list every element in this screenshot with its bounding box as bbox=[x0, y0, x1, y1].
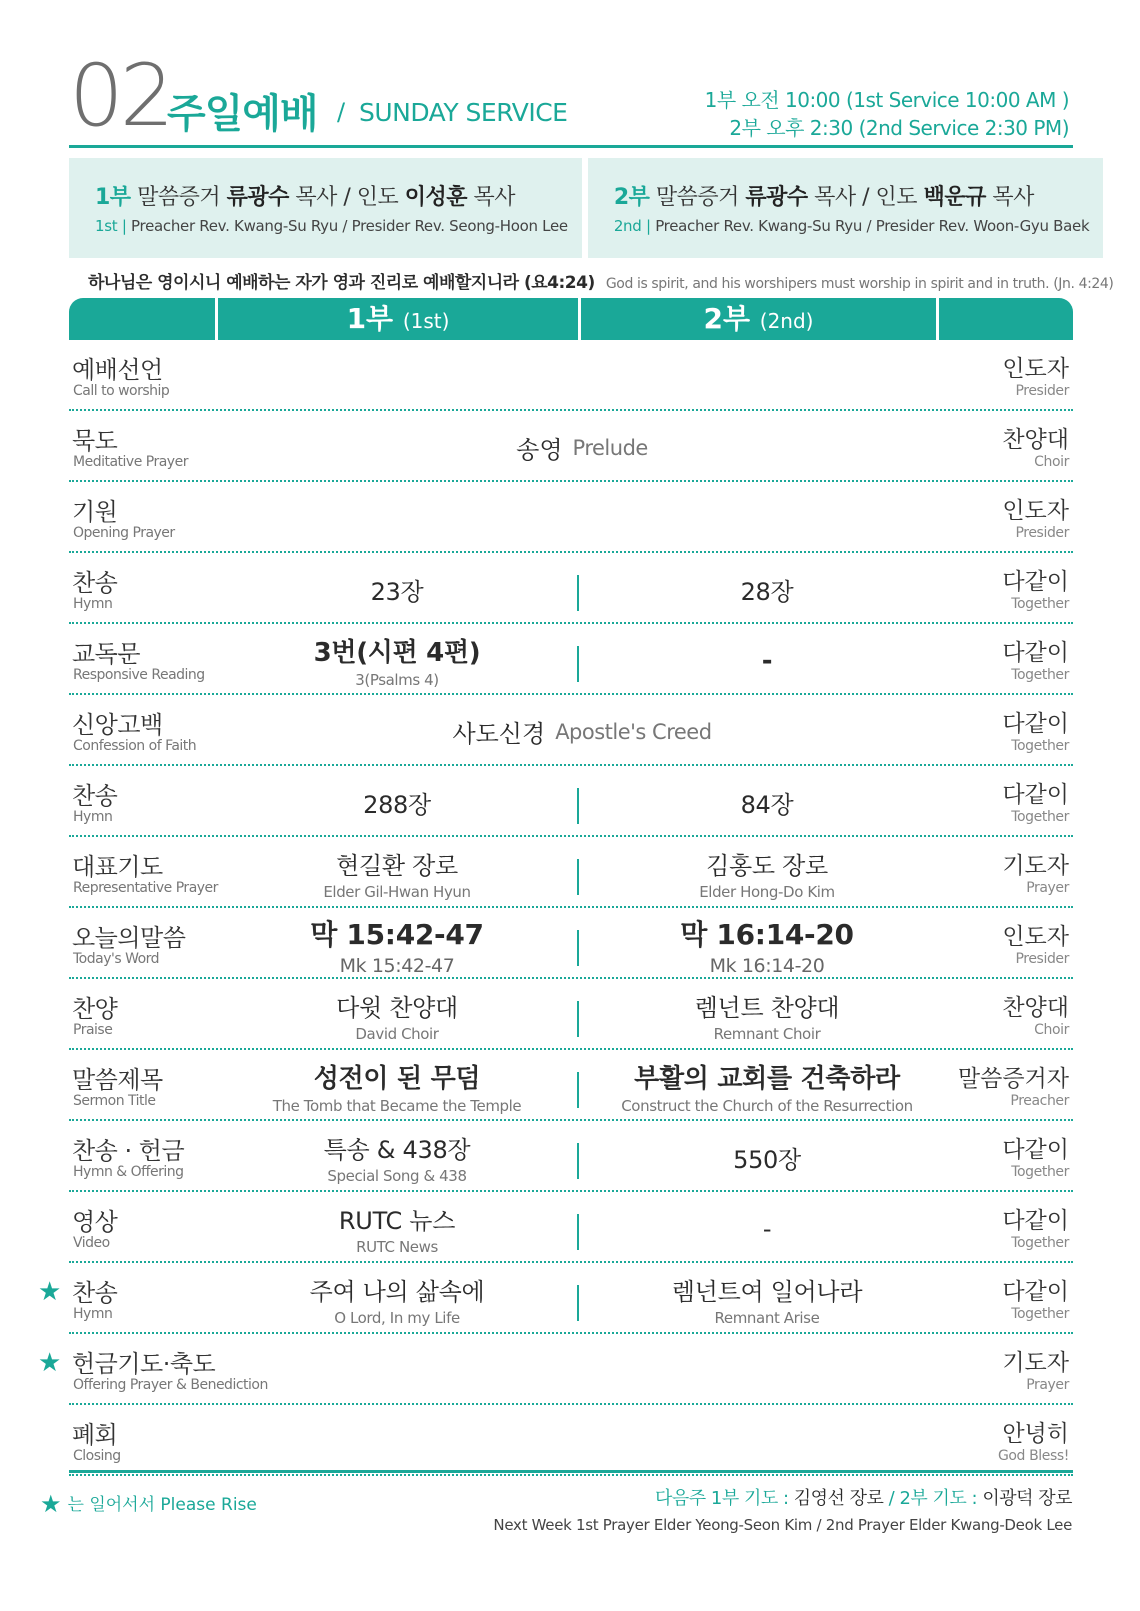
role-en: Together bbox=[1011, 1306, 1069, 1322]
role-ko: 인도자 bbox=[1002, 924, 1069, 950]
order-row bbox=[69, 908, 1073, 979]
role-ko: 다같이 bbox=[1002, 640, 1069, 666]
item-name-en: Call to worship bbox=[73, 383, 170, 399]
first-service-cell: 다윗 찬양대 David Choir bbox=[336, 994, 458, 1043]
second-service-cell: 렘넌트 찬양대 Remnant Choir bbox=[694, 994, 840, 1043]
order-row bbox=[69, 695, 1073, 766]
first-service-cell: 특송 & 438장 Special Song & 438 bbox=[323, 1136, 471, 1185]
role-en: Together bbox=[1011, 809, 1069, 825]
item-name-en: Confession of Faith bbox=[73, 738, 197, 754]
role-ko: 다같이 bbox=[1002, 569, 1069, 595]
title-slash: / bbox=[337, 98, 346, 126]
verse-korean: 하나님은 영이시니 예배하는 자가 영과 진리로 예배할지니라 (요4:24) bbox=[88, 273, 595, 293]
role-en: Choir bbox=[1034, 454, 1069, 470]
item-name-en: Opening Prayer bbox=[73, 525, 175, 541]
presider-title: 목사 bbox=[992, 185, 1034, 210]
item-name-en: Video bbox=[73, 1235, 110, 1251]
item-name-ko: 폐회 bbox=[72, 1421, 118, 1449]
service-times bbox=[705, 86, 1069, 142]
item-name-en: Hymn bbox=[73, 596, 113, 612]
star-icon: ★ bbox=[38, 1277, 62, 1307]
column-separator bbox=[577, 1214, 579, 1250]
preacher-en-text: Preacher Rev. Kwang-Su Ryu / Presider Rev. Seong-Hoon Lee bbox=[131, 217, 568, 235]
service-label: 1부 bbox=[95, 185, 131, 210]
column-separator bbox=[577, 1143, 579, 1179]
please-rise-note bbox=[40, 1490, 257, 1518]
section-number: 02 bbox=[69, 46, 171, 146]
item-name-ko: 찬송 · 헌금 bbox=[72, 1137, 185, 1165]
order-row bbox=[69, 1405, 1073, 1476]
column-separator bbox=[577, 930, 579, 966]
first-service-cell: 현길환 장로 Elder Gil-Hwan Hyun bbox=[323, 852, 471, 901]
service-time-1: 1부 오전 10:00 (1st Service 10:00 AM ) bbox=[704, 88, 1069, 112]
second-service-cell: 부활의 교회를 건축하라 Construct the Church of the Resurrection bbox=[621, 1064, 913, 1115]
preacher-en-text: Preacher Rev. Kwang-Su Ryu / Presider Rev. Woon-Gyu Baek bbox=[655, 217, 1090, 235]
role-en: Together bbox=[1011, 1164, 1069, 1180]
role-ko: 다같이 bbox=[1002, 782, 1069, 808]
role-ko: 말씀증거자 bbox=[957, 1066, 1069, 1092]
role-ko: 찬양대 bbox=[1002, 427, 1069, 453]
order-row bbox=[38, 1334, 1073, 1405]
second-service-cell: - bbox=[761, 645, 773, 676]
item-name-en: Representative Prayer bbox=[73, 880, 218, 896]
second-service-cell: 28장 bbox=[740, 578, 794, 606]
next-week-en: Next Week 1st Prayer Elder Yeong-Seon Kim / 2nd Prayer Elder Kwang-Deok Lee bbox=[493, 1516, 1072, 1534]
order-row bbox=[69, 624, 1073, 695]
title-korean: 주일예배 bbox=[167, 91, 318, 137]
order-row bbox=[69, 482, 1073, 553]
role-ko: 다같이 bbox=[1002, 1137, 1069, 1163]
first-service-cell: 막 15:42-47 Mk 15:42-47 bbox=[310, 917, 484, 977]
preacher-boxes bbox=[69, 158, 1090, 258]
item-name-en: Hymn & Offering bbox=[73, 1164, 184, 1180]
item-name-ko: 찬송 bbox=[72, 1279, 118, 1307]
verse-english: God is spirit, and his worshipers must worship in spirit and in truth. (Jn. 4:24) bbox=[605, 276, 1114, 292]
item-name-ko: 헌금기도·축도 bbox=[72, 1350, 216, 1378]
column-separator bbox=[577, 1001, 579, 1037]
next-week-prayer bbox=[493, 1484, 1072, 1534]
column-separator bbox=[577, 575, 579, 611]
presider-title: 목사 bbox=[473, 185, 516, 210]
order-row bbox=[69, 979, 1073, 1050]
item-name-en: Responsive Reading bbox=[73, 667, 205, 683]
role-en: Prayer bbox=[1026, 1377, 1069, 1393]
role-en: Presider bbox=[1015, 951, 1069, 967]
item-name-ko: 말씀제목 bbox=[72, 1066, 163, 1094]
item-name-ko: 대표기도 bbox=[72, 853, 163, 881]
order-row bbox=[38, 1263, 1073, 1334]
preacher-box-second bbox=[588, 158, 1104, 258]
second-service-cell: 막 16:14-20 Mk 16:14-20 bbox=[680, 917, 854, 977]
order-row bbox=[69, 766, 1073, 837]
order-row bbox=[69, 1121, 1073, 1192]
order-row bbox=[69, 1192, 1073, 1263]
item-name-ko: 기원 bbox=[72, 498, 118, 526]
preacher-word: 말씀증거 bbox=[655, 185, 739, 210]
column-separator bbox=[577, 646, 579, 682]
second-service-cell: 550장 bbox=[733, 1146, 801, 1174]
service-label-en: 2nd bbox=[613, 217, 642, 235]
item-name-en: Praise bbox=[73, 1022, 113, 1038]
order-row bbox=[69, 411, 1073, 482]
role-en: Together bbox=[1011, 667, 1069, 683]
presider-name: 이성훈 bbox=[404, 185, 468, 210]
role-en: Choir bbox=[1034, 1022, 1069, 1038]
role-en: God Bless! bbox=[997, 1448, 1069, 1464]
role-ko: 안녕히 bbox=[1002, 1421, 1069, 1447]
item-name-en: Today's Word bbox=[73, 951, 160, 967]
first-service-cell: 288장 bbox=[363, 791, 431, 819]
second-service-cell: 렘넌트여 일어나라 Remnant Arise bbox=[671, 1278, 863, 1327]
item-name-ko: 예배선언 bbox=[72, 356, 163, 384]
role-en: Together bbox=[1011, 738, 1069, 754]
order-row bbox=[69, 1050, 1073, 1121]
preacher-line-en: 2nd | Preacher Rev. Kwang-Su Ryu / Presider Rev. Woon-Gyu Baek bbox=[613, 217, 1090, 235]
item-name-en: Offering Prayer & Benediction bbox=[73, 1377, 268, 1393]
preacher-line-ko bbox=[95, 180, 568, 211]
preacher-line-en: 1st | Preacher Rev. Kwang-Su Ryu / Presider Rev. Seong-Hoon Lee bbox=[95, 217, 568, 235]
preacher-word: 말씀증거 bbox=[137, 185, 221, 210]
column-separator bbox=[577, 859, 579, 895]
role-ko: 인도자 bbox=[1002, 356, 1069, 382]
title-english: SUNDAY SERVICE bbox=[359, 98, 568, 127]
role-en: Together bbox=[1011, 1235, 1069, 1251]
role-ko: 기도자 bbox=[1002, 853, 1069, 879]
presider-name: 백운규 bbox=[923, 185, 986, 210]
page-header bbox=[69, 46, 1073, 148]
shared-cell: 사도신경 Apostle's Creed bbox=[452, 719, 712, 748]
role-ko: 기도자 bbox=[1002, 1350, 1069, 1376]
column-header-first: 1부 (1st) bbox=[346, 302, 450, 335]
preacher-name: 류광수 bbox=[745, 185, 808, 210]
next-week-ko: 다음주 1부 기도 : 김영선 장로 / 2부 기도 : 이광덕 장로 bbox=[655, 1488, 1072, 1509]
item-name-en: Sermon Title bbox=[73, 1093, 156, 1109]
service-label-en: 1st bbox=[95, 217, 118, 235]
bottom-divider bbox=[69, 1470, 1073, 1473]
first-service-cell: 23장 bbox=[370, 578, 424, 606]
item-name-en: Closing bbox=[73, 1448, 121, 1464]
item-name-ko: 찬송 bbox=[72, 782, 118, 810]
item-name-en: Hymn bbox=[73, 1306, 113, 1322]
preacher-name: 류광수 bbox=[226, 185, 289, 210]
first-service-cell: RUTC 뉴스 RUTC News bbox=[338, 1207, 456, 1256]
column-separator bbox=[577, 1285, 579, 1321]
star-icon: ★ bbox=[38, 1348, 62, 1378]
shared-cell: 송영 Prelude bbox=[516, 435, 648, 464]
role-ko: 다같이 bbox=[1002, 1279, 1069, 1305]
item-name-en: Hymn bbox=[73, 809, 113, 825]
order-table-header bbox=[69, 298, 1073, 340]
item-name-ko: 찬송 bbox=[72, 569, 118, 597]
second-service-cell: - bbox=[762, 1214, 772, 1243]
item-name-ko: 영상 bbox=[72, 1208, 118, 1236]
preacher-box-first bbox=[69, 158, 582, 258]
order-row bbox=[69, 553, 1073, 624]
role-ko: 찬양대 bbox=[1002, 995, 1069, 1021]
item-name-en: Meditative Prayer bbox=[73, 454, 188, 470]
service-label: 2부 bbox=[613, 185, 650, 210]
role-ko: 다같이 bbox=[1002, 1208, 1069, 1234]
star-icon: ★ bbox=[40, 1490, 62, 1518]
role-en: Presider bbox=[1015, 383, 1069, 399]
role-en: Presider bbox=[1015, 525, 1069, 541]
second-service-cell: 김홍도 장로 Elder Hong-Do Kim bbox=[699, 852, 835, 901]
role-en: Prayer bbox=[1026, 880, 1069, 896]
preacher-title: 목사 / 인도 bbox=[295, 185, 399, 210]
second-service-cell: 84장 bbox=[740, 791, 794, 819]
item-name-ko: 신앙고백 bbox=[72, 711, 163, 739]
order-row bbox=[69, 837, 1073, 908]
role-ko: 인도자 bbox=[1002, 498, 1069, 524]
role-en: Together bbox=[1011, 596, 1069, 612]
item-name-ko: 찬양 bbox=[72, 995, 118, 1023]
role-en: Preacher bbox=[1010, 1093, 1069, 1109]
first-service-cell: 주여 나의 삶속에 O Lord, In my Life bbox=[309, 1278, 485, 1327]
column-separator bbox=[577, 1072, 579, 1108]
order-row bbox=[69, 340, 1073, 411]
preacher-line-ko bbox=[614, 180, 1090, 211]
first-service-cell: 3번(시편 4편) 3(Psalms 4) bbox=[313, 638, 481, 689]
preacher-title: 목사 / 인도 bbox=[814, 185, 918, 210]
column-separator bbox=[577, 788, 579, 824]
item-name-ko: 묵도 bbox=[72, 427, 118, 455]
item-name-ko: 오늘의말씀 bbox=[72, 924, 186, 952]
service-time-2: 2부 오후 2:30 (2nd Service 2:30 PM) bbox=[729, 116, 1069, 140]
scripture-verse bbox=[88, 268, 1114, 293]
first-service-cell: 성전이 된 무덤 The Tomb that Became the Temple bbox=[272, 1064, 522, 1115]
item-name-ko: 교독문 bbox=[72, 640, 141, 668]
rise-text: 는 일어서서 Please Rise bbox=[67, 1495, 257, 1515]
role-ko: 다같이 bbox=[1002, 711, 1069, 737]
column-header-second: 2부 (2nd) bbox=[703, 302, 814, 335]
